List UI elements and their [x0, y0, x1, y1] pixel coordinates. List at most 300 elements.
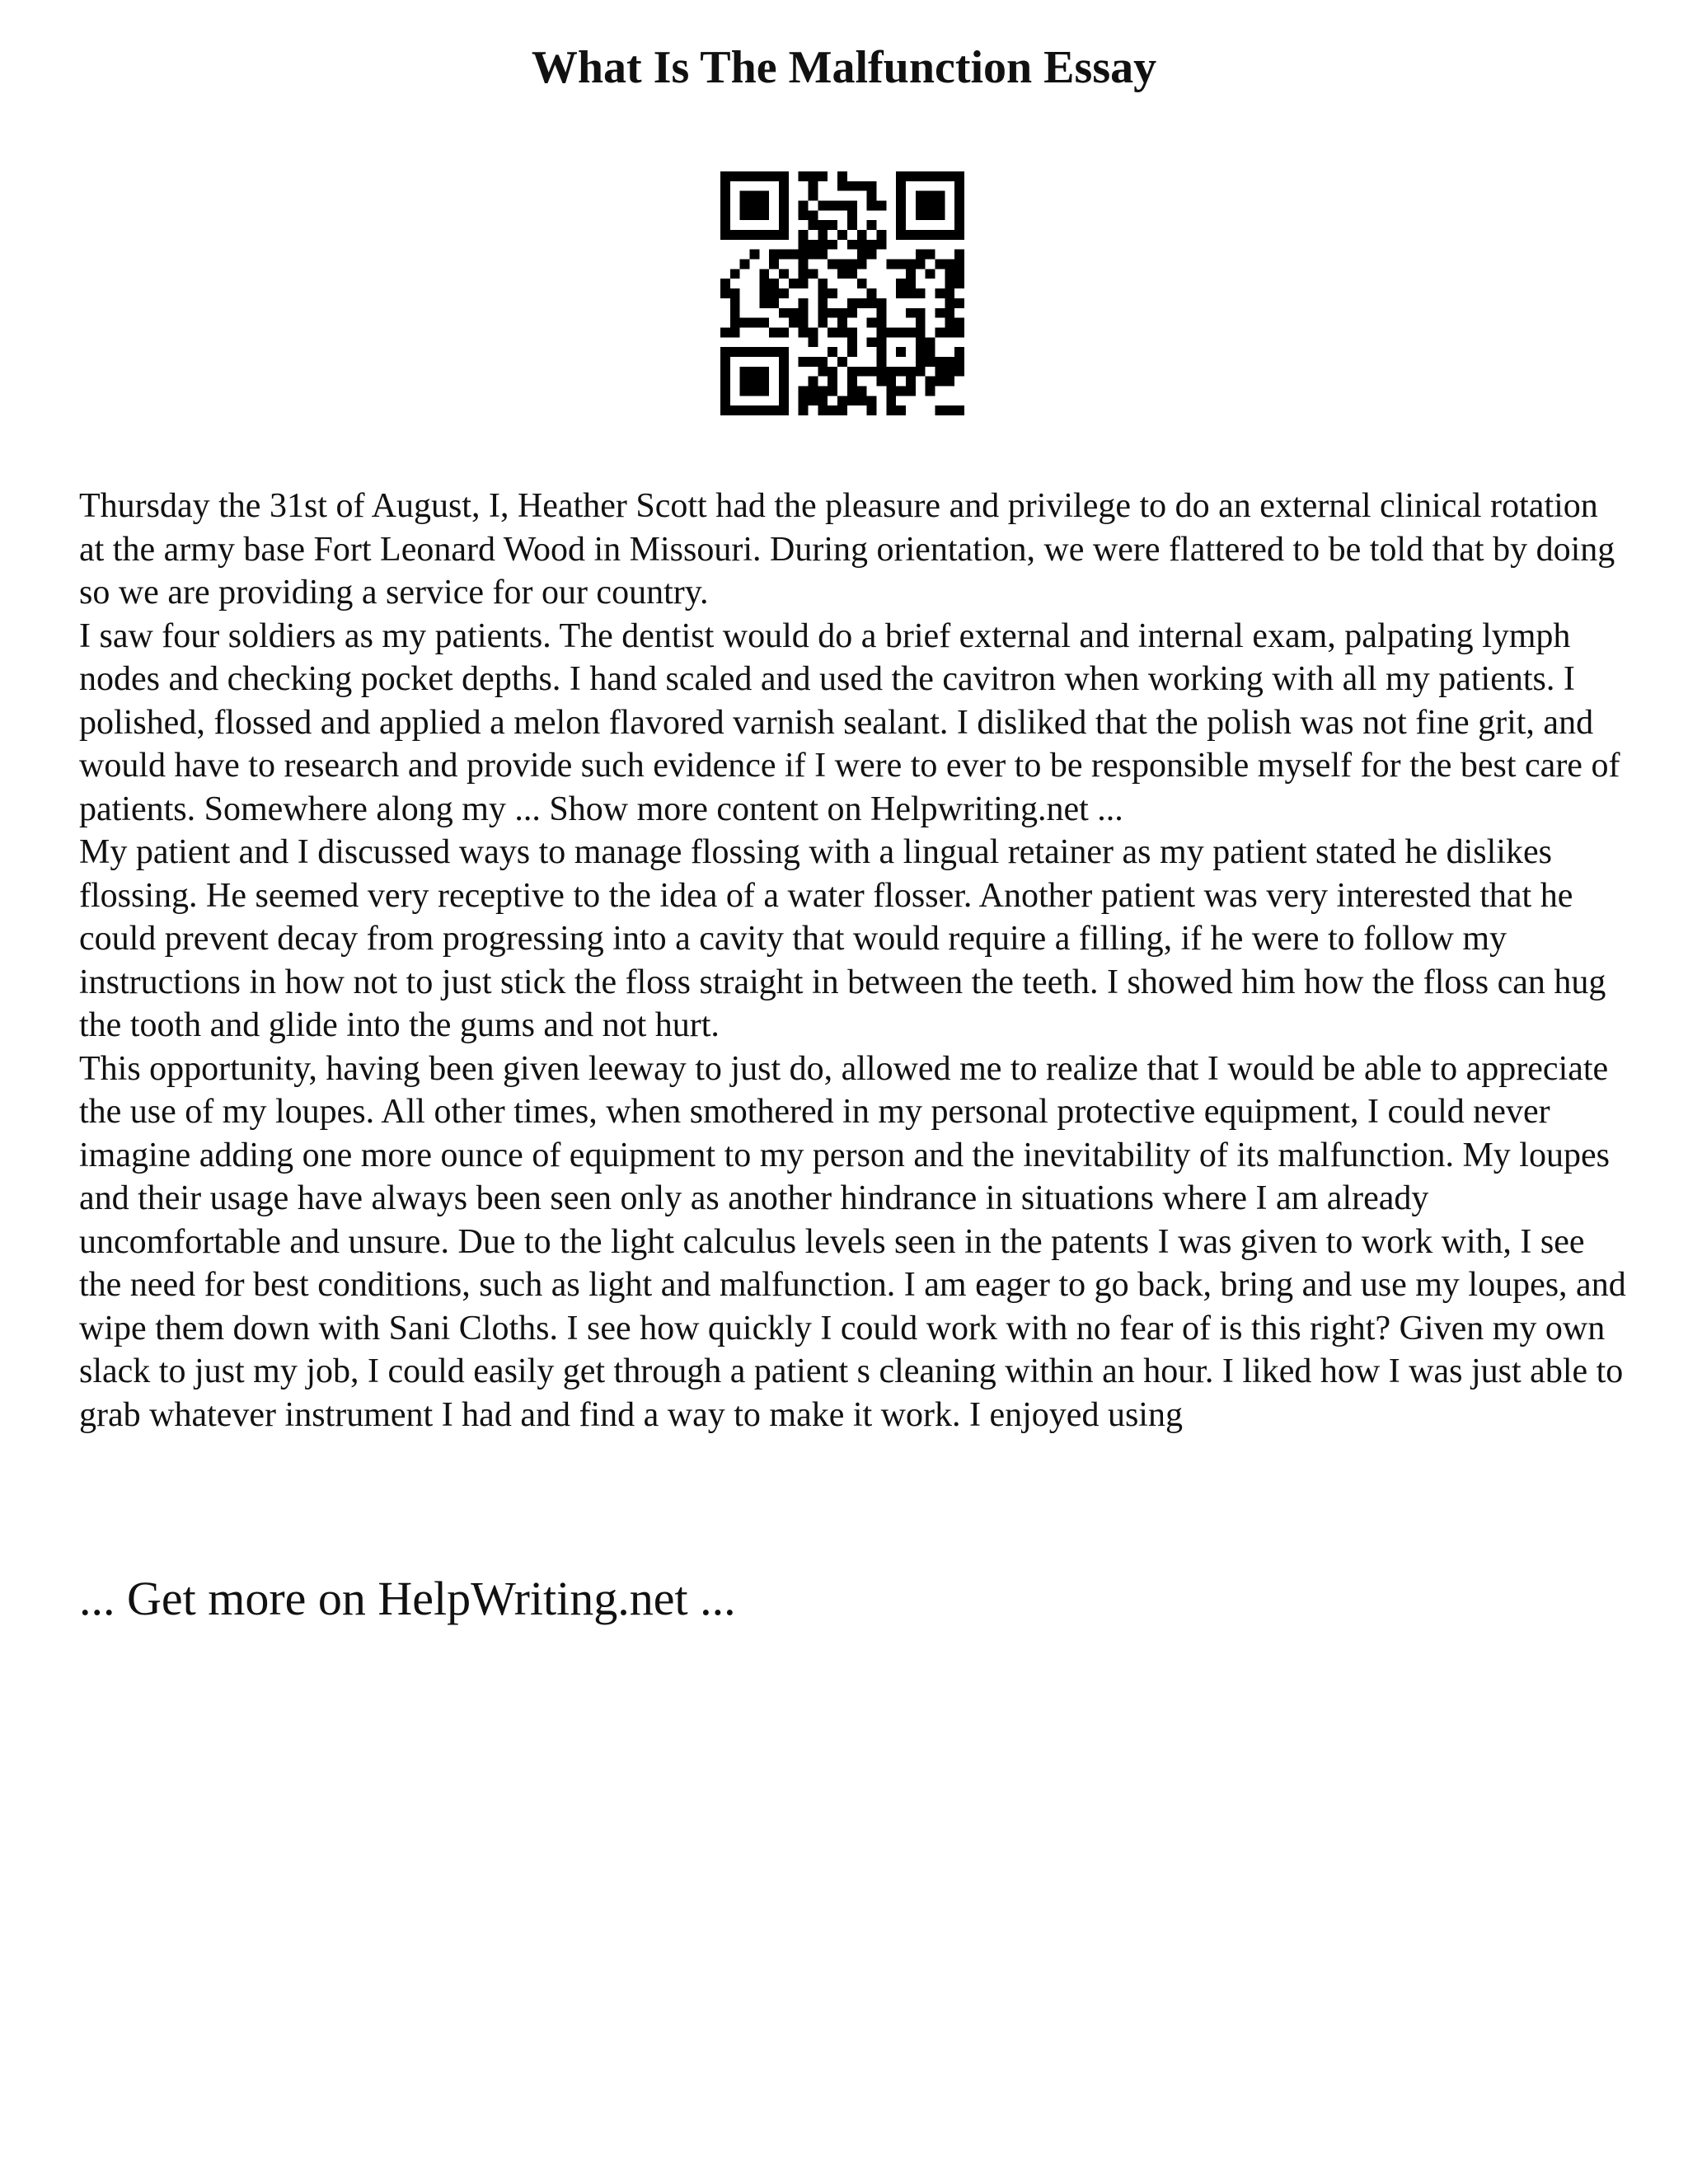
qr-module — [906, 367, 916, 377]
qr-module — [906, 377, 916, 387]
qr-module — [799, 279, 809, 288]
qr-module — [935, 201, 945, 211]
qr-module — [730, 298, 740, 308]
qr-module — [809, 250, 818, 260]
qr-module — [750, 191, 760, 201]
qr-module — [876, 357, 886, 367]
qr-module — [828, 260, 837, 269]
qr-module — [876, 230, 886, 240]
qr-module — [954, 250, 964, 260]
qr-module — [818, 308, 828, 318]
qr-module — [779, 367, 789, 377]
qr-module — [847, 347, 857, 357]
qr-module — [799, 260, 809, 269]
qr-module — [789, 250, 799, 260]
qr-module — [828, 308, 837, 318]
qr-module — [720, 191, 730, 201]
qr-module — [799, 240, 809, 250]
qr-module — [720, 377, 730, 387]
qr-module — [799, 201, 809, 211]
qr-module — [954, 210, 964, 220]
qr-module — [876, 367, 886, 377]
qr-module — [730, 288, 740, 298]
qr-module — [945, 279, 954, 288]
qr-module — [906, 269, 916, 279]
qr-module — [876, 298, 886, 308]
qr-module — [779, 308, 789, 318]
qr-module — [799, 269, 809, 279]
qr-module — [954, 201, 964, 211]
qr-module — [828, 288, 837, 298]
qr-module — [935, 357, 945, 367]
qr-module — [935, 405, 945, 415]
qr-module — [818, 279, 828, 288]
qr-module — [876, 240, 886, 250]
qr-module — [799, 327, 809, 337]
qr-module — [876, 318, 886, 328]
qr-module — [935, 367, 945, 377]
qr-module — [867, 201, 877, 211]
qr-module — [740, 201, 750, 211]
qr-module — [750, 230, 760, 240]
qr-module — [828, 347, 837, 357]
qr-module — [857, 279, 867, 288]
qr-module — [857, 396, 867, 405]
essay-paragraph: This opportunity, having been given leeway to just do, allowed me to realize that I would be able to appreciate the use of my loupes. All other times, when smothered in my personal protective equipment, I could never imagine adding one more ounce of equipment to my person and the inevitability of its malfunction. My loupes and their usage have always been seen only as another hindrance in situations where I am already uncomfortable and unsure. Due to the light calculus levels seen in the patents I was given to work with, I see the need for best conditions, such as light and malfunction. I am eager to go back, bring and use my loupes, and wipe them down with Sani Cloths. I see how quickly I could work with no fear of is this right? Given my own slack to just my job, I could easily get through a patient s cleaning within an hour. I liked how I was just able to grab whatever instrument I had and find a way to make it work. I enjoyed using — [79, 1049, 1626, 1434]
qr-module — [740, 210, 750, 220]
qr-module — [945, 298, 954, 308]
page-title: What Is The Malfunction Essay — [531, 42, 1157, 93]
qr-module — [926, 250, 935, 260]
qr-module — [867, 367, 877, 377]
qr-module — [750, 201, 760, 211]
qr-module — [896, 327, 906, 337]
qr-module — [809, 210, 818, 220]
qr-module — [818, 357, 828, 367]
qr-module — [896, 347, 906, 357]
qr-module — [916, 260, 926, 269]
qr-module — [847, 396, 857, 405]
qr-module — [799, 357, 809, 367]
qr-module — [954, 220, 964, 230]
qr-module — [954, 327, 964, 337]
qr-module — [750, 318, 760, 328]
qr-module — [837, 269, 847, 279]
qr-module — [916, 347, 926, 357]
qr-module — [720, 396, 730, 405]
qr-module — [750, 405, 760, 415]
qr-module — [789, 318, 799, 328]
qr-module — [867, 288, 877, 298]
qr-module — [906, 279, 916, 288]
qr-module — [809, 269, 818, 279]
qr-module — [740, 405, 750, 415]
qr-module — [916, 191, 926, 201]
qr-module — [740, 191, 750, 201]
qr-module — [720, 347, 730, 357]
qr-module — [799, 210, 809, 220]
qr-module — [857, 386, 867, 396]
qr-module — [818, 405, 828, 415]
qr-module — [896, 171, 906, 181]
qr-module — [926, 191, 935, 201]
qr-module — [818, 288, 828, 298]
qr-module — [818, 318, 828, 328]
qr-module — [867, 396, 877, 405]
qr-module — [896, 220, 906, 230]
qr-module — [740, 260, 750, 269]
essay-paragraph: My patient and I discussed ways to manage flossing with a lingual retainer as my patient stated he dislikes flossing. He seemed very receptive to the idea of a water flosser. Another patient was very interested that he could prevent decay from progressing into a cavity that would require a filling, if he were to follow my instructions in how not to just stick the floss straight in between the teeth. I showed him how the floss can hug the tooth and glide into the gums and not hurt. — [79, 833, 1606, 1044]
essay-body — [79, 485, 1629, 1436]
qr-module — [769, 171, 779, 181]
qr-module — [740, 347, 750, 357]
qr-module — [916, 318, 926, 328]
qr-module — [867, 337, 877, 347]
qr-module — [945, 377, 954, 387]
qr-module — [945, 318, 954, 328]
qr-module — [954, 318, 964, 328]
qr-module — [857, 230, 867, 240]
qr-module — [779, 347, 789, 357]
qr-module — [945, 327, 954, 337]
qr-module — [759, 318, 769, 328]
qr-module — [945, 367, 954, 377]
qr-module — [730, 171, 740, 181]
qr-module — [730, 347, 740, 357]
qr-module — [799, 230, 809, 240]
qr-module — [847, 220, 857, 230]
qr-module — [809, 327, 818, 337]
qr-module — [730, 269, 740, 279]
qr-module — [935, 377, 945, 387]
qr-module — [750, 171, 760, 181]
qr-module — [720, 279, 730, 288]
qr-module — [837, 171, 847, 181]
qr-module — [828, 240, 837, 250]
qr-module — [759, 230, 769, 240]
essay-paragraph: I saw four soldiers as my patients. The dentist would do a brief external and internal exam, palpating lymph nodes and checking pocket depths. I hand scaled and used the cavitron when working with all my patients. I polished, flossed and applied a melon flavored varnish sealant. I disliked that the polish was not fine grit, and would have to research and provide such evidence if I were to ever to be responsible myself for the best care of patients. Somewhere along my ... Show more content on Helpwriting.net ... — [79, 616, 1620, 828]
qr-module — [759, 210, 769, 220]
qr-module — [759, 405, 769, 415]
qr-module — [896, 386, 906, 396]
qr-module — [867, 191, 877, 201]
qr-module — [876, 347, 886, 357]
qr-module — [857, 250, 867, 260]
qr-module — [789, 279, 799, 288]
qr-module — [759, 171, 769, 181]
qr-module — [759, 279, 769, 288]
qr-module — [769, 260, 779, 269]
qr-module — [916, 230, 926, 240]
qr-module — [857, 260, 867, 269]
get-more-link[interactable]: ... Get more on HelpWriting.net ... — [79, 1572, 736, 1625]
qr-module — [867, 181, 877, 191]
qr-module — [769, 250, 779, 260]
qr-module — [740, 230, 750, 240]
qr-module — [828, 367, 837, 377]
qr-module — [926, 357, 935, 367]
qr-module — [886, 405, 896, 415]
qr-module — [809, 181, 818, 191]
qr-module — [818, 396, 828, 405]
qr-module — [876, 308, 886, 318]
qr-module — [906, 327, 916, 337]
qr-module — [867, 220, 877, 230]
qr-module — [867, 405, 877, 415]
qr-module — [886, 396, 896, 405]
qr-module — [730, 308, 740, 318]
qr-module — [769, 405, 779, 415]
qr-module — [926, 210, 935, 220]
qr-module — [926, 171, 935, 181]
qr-module — [916, 288, 926, 298]
qr-module — [896, 260, 906, 269]
qr-module — [896, 288, 906, 298]
qr-module — [945, 288, 954, 298]
qr-module — [769, 347, 779, 357]
qr-module — [926, 377, 935, 387]
qr-module — [730, 327, 740, 337]
qr-module — [847, 386, 857, 396]
qr-module — [837, 201, 847, 211]
qr-module — [945, 260, 954, 269]
qr-module — [847, 201, 857, 211]
qr-module — [847, 181, 857, 191]
qr-module — [916, 210, 926, 220]
qr-module — [916, 367, 926, 377]
qr-module — [750, 367, 760, 377]
qr-module — [926, 201, 935, 211]
qr-module — [837, 327, 847, 337]
qr-module — [720, 181, 730, 191]
qr-module — [847, 308, 857, 318]
qr-module — [769, 298, 779, 308]
qr-module — [799, 171, 809, 181]
qr-module — [916, 308, 926, 318]
qr-module — [837, 308, 847, 318]
qr-module — [906, 386, 916, 396]
qr-module — [896, 191, 906, 201]
qr-module — [896, 405, 906, 415]
qr-module — [779, 201, 789, 211]
qr-module — [837, 181, 847, 191]
qr-code-icon[interactable] — [720, 171, 964, 415]
qr-module — [945, 405, 954, 415]
qr-module — [779, 288, 789, 298]
qr-module — [769, 279, 779, 288]
qr-module — [809, 220, 818, 230]
qr-module — [945, 171, 954, 181]
qr-module — [935, 230, 945, 240]
qr-module — [769, 230, 779, 240]
qr-module — [759, 298, 769, 308]
qr-module — [954, 171, 964, 181]
qr-module — [720, 201, 730, 211]
qr-module — [799, 386, 809, 396]
qr-module — [906, 288, 916, 298]
qr-module — [857, 367, 867, 377]
qr-module — [847, 210, 857, 220]
qr-module — [809, 386, 818, 396]
qr-module — [809, 396, 818, 405]
qr-module — [857, 298, 867, 308]
qr-module — [750, 210, 760, 220]
qr-module — [720, 171, 730, 181]
qr-module — [759, 386, 769, 396]
qr-module — [926, 230, 935, 240]
qr-module — [730, 405, 740, 415]
qr-module — [867, 250, 877, 260]
qr-module — [954, 260, 964, 269]
qr-module — [926, 269, 935, 279]
qr-module — [837, 318, 847, 328]
qr-module — [954, 298, 964, 308]
qr-module — [720, 210, 730, 220]
qr-module — [779, 191, 789, 201]
qr-module — [799, 250, 809, 260]
qr-module — [847, 337, 857, 347]
qr-module — [886, 377, 896, 387]
qr-module — [818, 220, 828, 230]
qr-module — [916, 250, 926, 260]
qr-module — [837, 230, 847, 240]
qr-module — [828, 327, 837, 337]
qr-module — [809, 191, 818, 201]
qr-module — [818, 386, 828, 396]
qr-module — [837, 396, 847, 405]
qr-module — [720, 367, 730, 377]
qr-module — [954, 279, 964, 288]
qr-module — [847, 260, 857, 269]
qr-module — [759, 367, 769, 377]
qr-module — [799, 298, 809, 308]
qr-module — [916, 327, 926, 337]
qr-module — [945, 308, 954, 318]
qr-module — [759, 201, 769, 211]
qr-module — [954, 230, 964, 240]
qr-module — [730, 230, 740, 240]
qr-module — [906, 308, 916, 318]
qr-module — [779, 327, 789, 337]
qr-module — [847, 377, 857, 387]
qr-module — [954, 181, 964, 191]
qr-module — [876, 201, 886, 211]
qr-module — [720, 220, 730, 230]
qr-module — [837, 357, 847, 367]
qr-module — [809, 240, 818, 250]
qr-module — [779, 396, 789, 405]
qr-module — [759, 288, 769, 298]
qr-module — [945, 269, 954, 279]
qr-module — [809, 171, 818, 181]
qr-module — [740, 171, 750, 181]
qr-module — [799, 405, 809, 415]
qr-module — [779, 269, 789, 279]
qr-module — [867, 318, 877, 328]
qr-module — [935, 191, 945, 201]
qr-module — [954, 269, 964, 279]
qr-module — [799, 308, 809, 318]
qr-module — [720, 357, 730, 367]
qr-module — [945, 230, 954, 240]
qr-module — [916, 201, 926, 211]
qr-module — [769, 288, 779, 298]
qr-module — [828, 201, 837, 211]
qr-module — [809, 377, 818, 387]
qr-module — [945, 357, 954, 367]
qr-module — [857, 240, 867, 250]
qr-module — [906, 260, 916, 269]
qr-module — [886, 367, 896, 377]
qr-module — [935, 327, 945, 337]
qr-module — [954, 367, 964, 377]
qr-module — [867, 298, 877, 308]
qr-module — [740, 318, 750, 328]
qr-module — [818, 250, 828, 260]
qr-module — [828, 220, 837, 230]
qr-module — [954, 347, 964, 357]
qr-module — [926, 337, 935, 347]
qr-module — [828, 386, 837, 396]
qr-module — [750, 250, 760, 260]
qr-module — [954, 357, 964, 367]
qr-module — [867, 240, 877, 250]
qr-module — [935, 308, 945, 318]
qr-module — [740, 386, 750, 396]
qr-module — [876, 337, 886, 347]
qr-module — [896, 230, 906, 240]
qr-module — [876, 327, 886, 337]
qr-module — [809, 337, 818, 347]
qr-module — [818, 230, 828, 240]
qr-module — [779, 357, 789, 367]
qr-module — [954, 405, 964, 415]
qr-module — [720, 386, 730, 396]
qr-module — [818, 240, 828, 250]
qr-module — [779, 210, 789, 220]
qr-module — [886, 260, 896, 269]
qr-module — [740, 377, 750, 387]
qr-module — [847, 240, 857, 250]
qr-module — [896, 181, 906, 191]
qr-module — [837, 405, 847, 415]
essay-paragraph: Thursday the 31st of August, I, Heather Scott had the pleasure and privilege to do an external clinical rotation at the army base Fort Leonard Wood in Missouri. During orientation, we were flattered to be told that by doing so we are providing a service for our country. — [79, 487, 1615, 612]
qr-module — [759, 377, 769, 387]
qr-module — [828, 377, 837, 387]
qr-module — [847, 367, 857, 377]
qr-module — [896, 201, 906, 211]
qr-module — [720, 288, 730, 298]
qr-module — [750, 377, 760, 387]
qr-module — [789, 308, 799, 318]
qr-module — [916, 357, 926, 367]
qr-module — [779, 230, 789, 240]
qr-module — [799, 318, 809, 328]
qr-module — [759, 269, 769, 279]
qr-module — [828, 405, 837, 415]
qr-module — [779, 250, 789, 260]
qr-module — [759, 347, 769, 357]
qr-module — [906, 171, 916, 181]
qr-module — [779, 220, 789, 230]
qr-module — [779, 181, 789, 191]
qr-module — [896, 367, 906, 377]
qr-module — [847, 298, 857, 308]
qr-module — [818, 171, 828, 181]
qr-module — [818, 298, 828, 308]
qr-module — [935, 260, 945, 269]
qr-module — [720, 230, 730, 240]
